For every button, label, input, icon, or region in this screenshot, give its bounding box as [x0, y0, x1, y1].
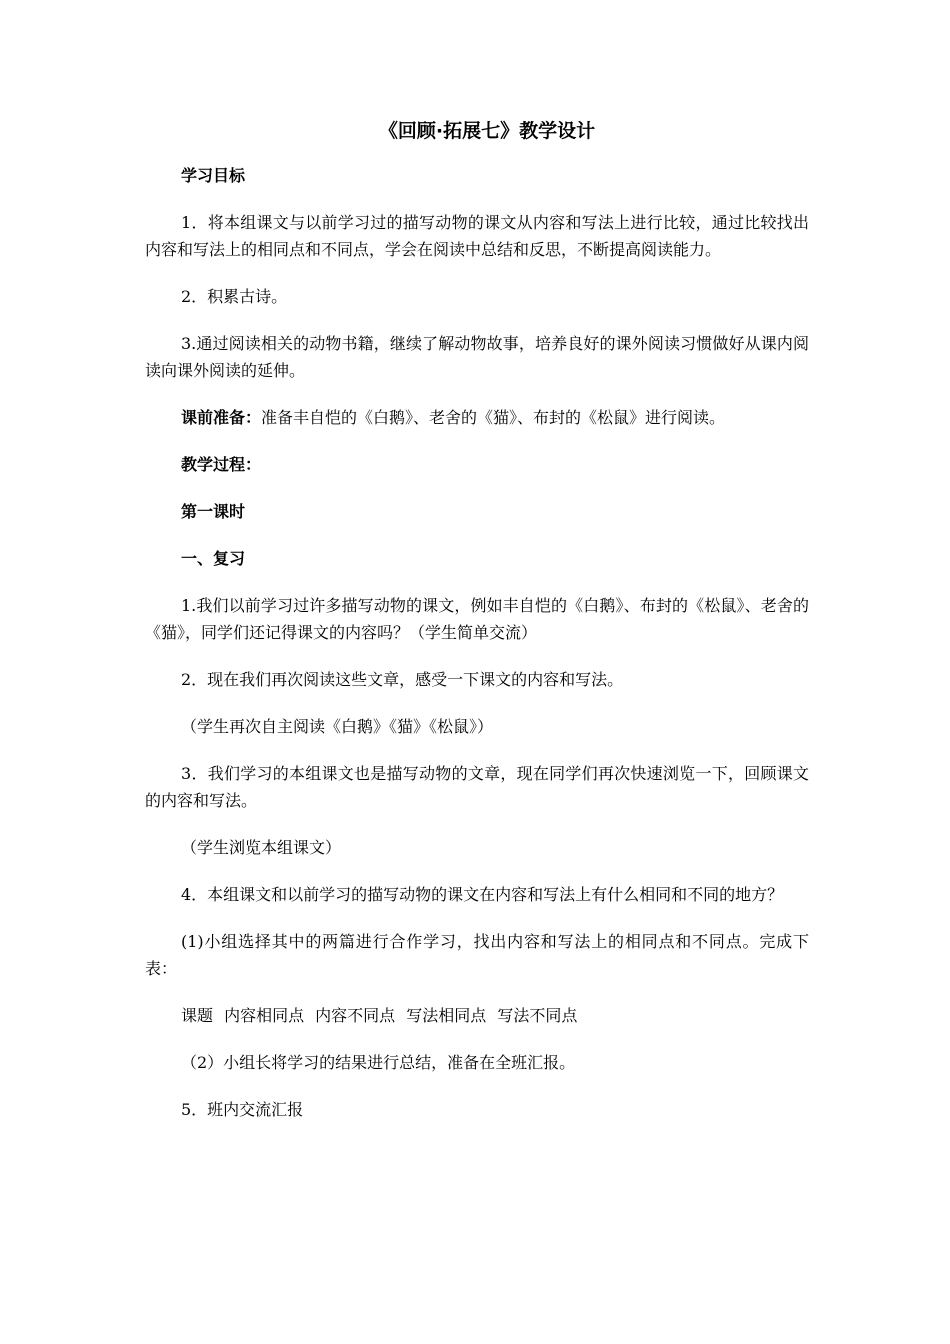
document-title: 《回顾·拓展七》教学设计 — [378, 120, 596, 142]
review-2-note: （学生再次自主阅读《白鹅》《猫》《松鼠》） — [181, 717, 494, 736]
goal-1-paragraph: 1．将本组课文与以前学习过的描写动物的课文从内容和写法上进行比较，通过比较找出内容和写法上的相同点和不同点，学会在阅读中总结和反思，不断提高阅读能力。 — [145, 213, 809, 259]
comparison-table-header: 课题 内容相同点 内容不同点 写法相同点 写法不同点 — [181, 1006, 578, 1025]
review-4-2-paragraph: （2）小组长将学习的结果进行总结，准备在全班汇报。 — [181, 1053, 576, 1072]
review-1-paragraph: 1.我们以前学习过许多描写动物的课文，例如丰自恺的《白鹅》、布封的《松鼠》、老舍的《猫》，同学们还记得课文的内容吗？（学生简单交流） — [145, 596, 809, 642]
prep-paragraph — [145, 404, 809, 431]
review-heading: 一、复习 — [181, 549, 246, 568]
goal-2-paragraph: 2．积累古诗。 — [181, 287, 288, 306]
review-3-note: （学生浏览本组课文） — [181, 838, 342, 857]
review-4-1-paragraph: (1)小组选择其中的两篇进行合作学习，找出内容和写法上的相同点和不同点。完成下表： — [145, 932, 809, 978]
prep-text: 准备丰自恺的《白鹅》、老舍的《猫》、布封的《松鼠》进行阅读。 — [261, 408, 726, 427]
goal-3-paragraph: 3.通过阅读相关的动物书籍，继续了解动物故事，培养良好的课外阅读习惯做好从课内阅读向课外阅读的延伸。 — [145, 334, 809, 380]
review-2-paragraph: 2．现在我们再次阅读这些文章，感受一下课文的内容和写法。 — [181, 670, 624, 689]
prep-label: 课前准备： — [181, 408, 262, 427]
document-page — [145, 118, 809, 1143]
review-3-paragraph: 3．我们学习的本组课文也是描写动物的文章，现在同学们再次快速浏览一下，回顾课文的内容和写法。 — [145, 764, 809, 810]
goals-heading: 学习目标 — [181, 166, 246, 185]
review-4-paragraph: 4．本组课文和以前学习的描写动物的课文在内容和写法上有什么相同和不同的地方？ — [181, 885, 784, 904]
review-5-paragraph: 5．班内交流汇报 — [181, 1100, 304, 1119]
process-heading: 教学过程： — [181, 455, 262, 474]
lesson-heading: 第一课时 — [181, 502, 246, 521]
